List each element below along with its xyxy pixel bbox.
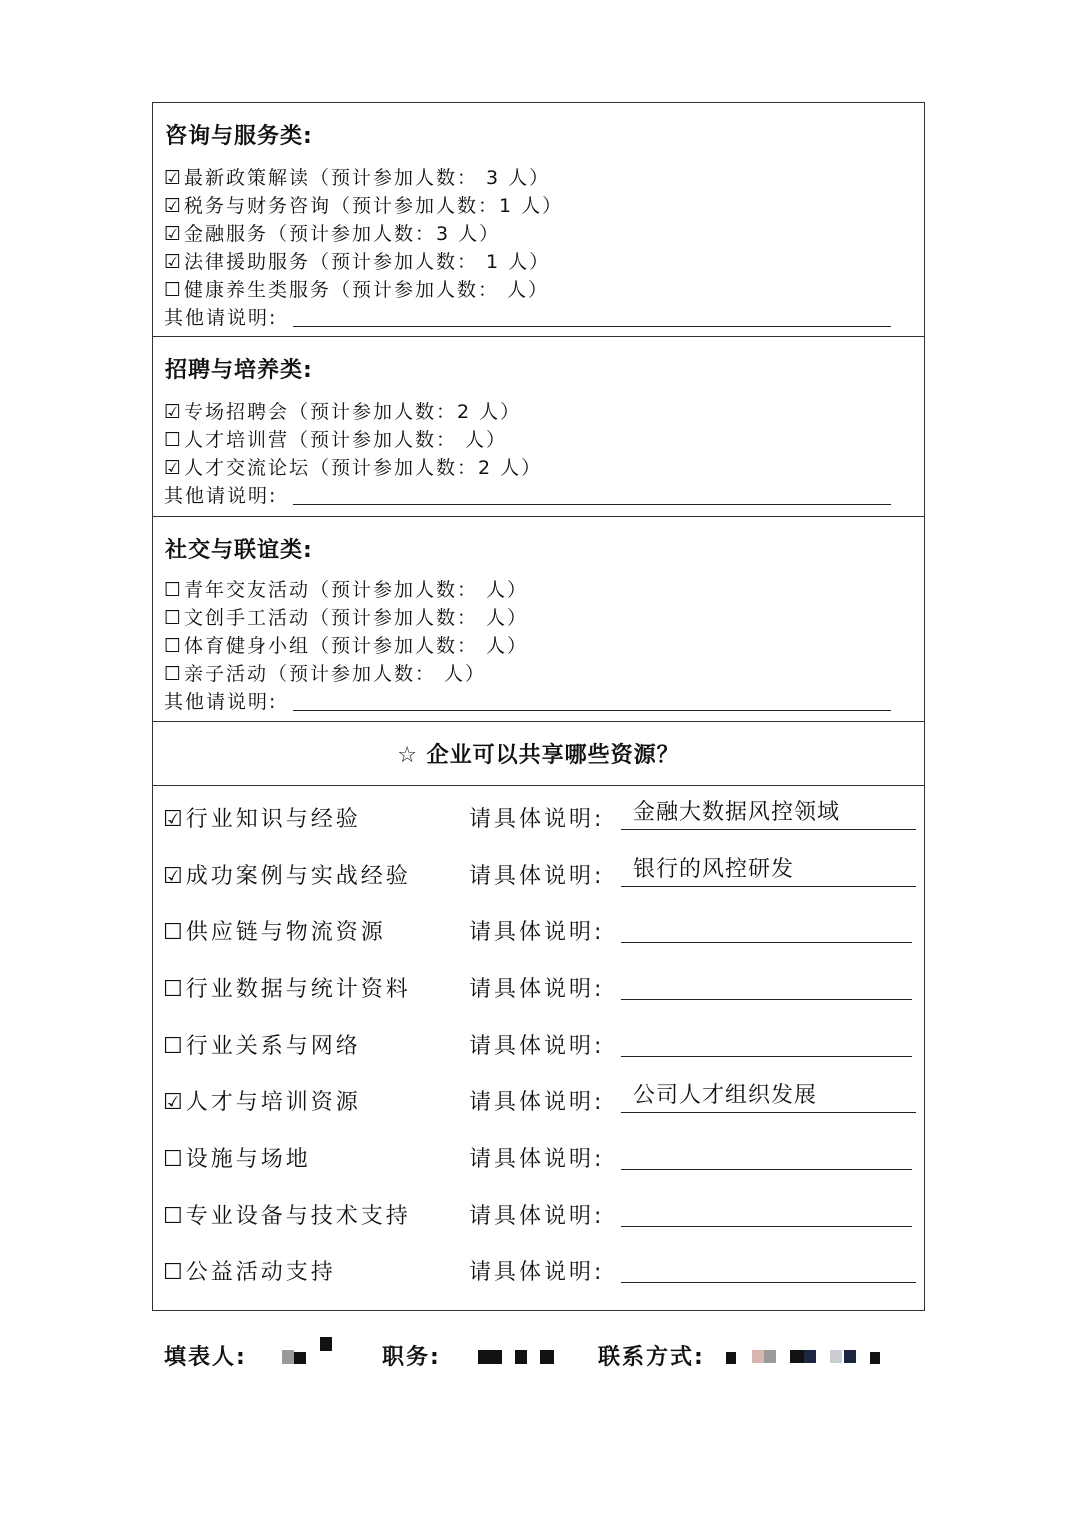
explain-label: 请具体说明: xyxy=(469,1204,605,1229)
checkbox-checked-icon[interactable]: ☑ xyxy=(163,864,186,889)
section-title: 咨询与服务类: xyxy=(165,124,313,149)
resource-industry-network[interactable] xyxy=(163,1029,361,1060)
filler-label: 填表人: xyxy=(164,1345,247,1370)
checkbox-empty-icon[interactable]: ☐ xyxy=(164,663,184,685)
section-share-header xyxy=(153,722,924,786)
explain-label: 请具体说明: xyxy=(469,864,605,889)
explain-input[interactable] xyxy=(621,913,912,943)
checkbox-checked-icon[interactable]: ☑ xyxy=(163,807,186,832)
resource-label: 行业知识与经验 xyxy=(185,807,361,832)
resource-success-cases[interactable] xyxy=(163,859,411,890)
checkbox-checked-icon[interactable]: ☑ xyxy=(164,251,184,273)
option-tax[interactable] xyxy=(164,191,563,218)
explain-label: 请具体说明: xyxy=(469,977,605,1002)
checkbox-checked-icon[interactable]: ☑ xyxy=(163,1090,186,1115)
option-parent-child[interactable] xyxy=(164,659,486,686)
explain-input[interactable] xyxy=(621,970,912,1000)
explain-input[interactable]: 金融大数据风控领域 xyxy=(621,800,916,830)
section-title: 社交与联谊类: xyxy=(165,538,313,563)
other-label: 其他请说明: xyxy=(164,485,278,507)
checkbox-checked-icon[interactable]: ☑ xyxy=(164,401,184,423)
resource-label: 公益活动支持 xyxy=(185,1260,336,1285)
checkbox-empty-icon[interactable]: ☐ xyxy=(163,1147,186,1172)
option-craft[interactable] xyxy=(164,603,528,630)
checkbox-checked-icon[interactable]: ☑ xyxy=(164,195,184,217)
section-title: 招聘与培养类: xyxy=(165,358,313,383)
share-title: ☆ 企业可以共享哪些资源？ xyxy=(397,743,680,768)
explain-input[interactable]: 公司人才组织发展 xyxy=(621,1083,916,1113)
explain-label: 请具体说明: xyxy=(469,1090,605,1115)
option-label: 亲子活动（预计参加人数： 人） xyxy=(184,663,487,685)
other-input[interactable] xyxy=(293,503,891,505)
explain-label: 请具体说明: xyxy=(469,1147,605,1172)
resource-label: 成功案例与实战经验 xyxy=(185,864,411,889)
option-label: 税务与财务咨询（预计参加人数：1 人） xyxy=(184,195,564,217)
resource-industry-knowledge[interactable] xyxy=(163,802,361,833)
section-share-resources xyxy=(153,786,924,1310)
checkbox-empty-icon[interactable]: ☐ xyxy=(163,1204,186,1229)
explain-input[interactable]: 银行的风控研发 xyxy=(621,857,916,887)
other-input[interactable] xyxy=(293,325,891,327)
resource-public-welfare[interactable] xyxy=(163,1255,336,1286)
resource-equipment-tech[interactable] xyxy=(163,1199,411,1230)
option-talent-forum[interactable] xyxy=(164,453,542,480)
other-label: 其他请说明: xyxy=(164,691,278,713)
explain-input[interactable] xyxy=(621,1027,912,1057)
resource-facilities[interactable] xyxy=(163,1142,311,1173)
option-legal[interactable] xyxy=(164,247,550,274)
resource-talent-training[interactable] xyxy=(163,1085,361,1116)
resource-label: 专业设备与技术支持 xyxy=(185,1204,411,1229)
other-label: 其他请说明: xyxy=(164,307,278,329)
checkbox-empty-icon[interactable]: ☐ xyxy=(163,1034,186,1059)
option-finance[interactable] xyxy=(164,219,500,246)
explain-label: 请具体说明: xyxy=(469,1260,605,1285)
option-label: 人才培训营（预计参加人数： 人） xyxy=(184,429,508,451)
survey-form xyxy=(152,102,925,1311)
checkbox-empty-icon[interactable]: ☐ xyxy=(164,635,184,657)
option-health[interactable] xyxy=(164,275,549,302)
explain-label: 请具体说明: xyxy=(469,807,605,832)
explain-input[interactable] xyxy=(621,1140,912,1170)
contact-label: 联系方式: xyxy=(598,1345,705,1370)
checkbox-empty-icon[interactable]: ☐ xyxy=(163,1260,186,1285)
resource-label: 设施与场地 xyxy=(185,1147,311,1172)
option-label: 金融服务（预计参加人数：3 人） xyxy=(184,223,501,245)
option-label: 最新政策解读（预计参加人数： 3 人） xyxy=(184,167,551,189)
checkbox-checked-icon[interactable]: ☑ xyxy=(164,223,184,245)
option-label: 青年交友活动（预计参加人数： 人） xyxy=(184,579,529,601)
resource-label: 人才与培训资源 xyxy=(185,1090,361,1115)
checkbox-empty-icon[interactable]: ☐ xyxy=(163,977,186,1002)
option-fitness[interactable] xyxy=(164,631,528,658)
section-consulting xyxy=(153,103,924,337)
checkbox-checked-icon[interactable]: ☑ xyxy=(164,167,184,189)
explain-label: 请具体说明: xyxy=(469,920,605,945)
explain-input[interactable] xyxy=(621,1197,912,1227)
option-label: 健康养生类服务（预计参加人数： 人） xyxy=(184,279,550,301)
checkbox-checked-icon[interactable]: ☑ xyxy=(164,457,184,479)
option-label: 人才交流论坛（预计参加人数：2 人） xyxy=(184,457,543,479)
resource-supply-chain[interactable] xyxy=(163,915,386,946)
option-youth-dating[interactable] xyxy=(164,575,528,602)
option-training-camp[interactable] xyxy=(164,425,507,452)
checkbox-empty-icon[interactable]: ☐ xyxy=(164,607,184,629)
option-policy[interactable] xyxy=(164,163,550,190)
option-label: 法律援助服务（预计参加人数： 1 人） xyxy=(184,251,551,273)
section-social xyxy=(153,517,924,722)
checkbox-empty-icon[interactable]: ☐ xyxy=(164,579,184,601)
explain-input[interactable] xyxy=(621,1253,916,1283)
option-label: 文创手工活动（预计参加人数： 人） xyxy=(184,607,529,629)
option-label: 专场招聘会（预计参加人数：2 人） xyxy=(184,401,522,423)
resource-industry-data[interactable] xyxy=(163,972,411,1003)
resource-label: 行业关系与网络 xyxy=(185,1034,361,1059)
position-label: 职务: xyxy=(382,1345,441,1370)
section-recruit xyxy=(153,337,924,517)
resource-label: 行业数据与统计资料 xyxy=(185,977,411,1002)
option-job-fair[interactable] xyxy=(164,397,521,424)
checkbox-empty-icon[interactable]: ☐ xyxy=(164,279,184,301)
checkbox-empty-icon[interactable]: ☐ xyxy=(164,429,184,451)
other-input[interactable] xyxy=(293,709,891,711)
resource-label: 供应链与物流资源 xyxy=(185,920,386,945)
explain-label: 请具体说明: xyxy=(469,1034,605,1059)
checkbox-empty-icon[interactable]: ☐ xyxy=(163,920,186,945)
option-label: 体育健身小组（预计参加人数： 人） xyxy=(184,635,529,657)
